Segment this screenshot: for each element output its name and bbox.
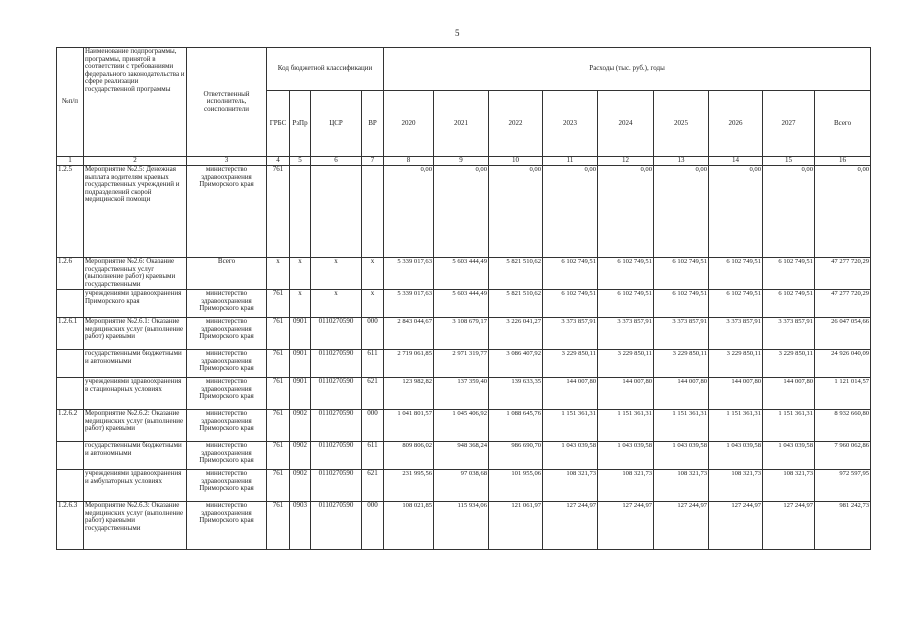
row-csr: x xyxy=(311,290,362,318)
row-value: 3 226 041,27 xyxy=(489,318,543,350)
row-value: 1 043 039,58 xyxy=(654,442,709,470)
row-value: 47 277 720,29 xyxy=(815,290,871,318)
row-value: 108 321,73 xyxy=(654,470,709,502)
row-rzpr: 0903 xyxy=(290,502,311,550)
header-year: 2020 xyxy=(384,91,434,157)
row-value: 8 932 660,80 xyxy=(815,410,871,442)
table-body xyxy=(57,166,871,550)
row-value: 1 043 039,58 xyxy=(763,442,815,470)
row-value: 1 151 361,31 xyxy=(598,410,654,442)
row-rzpr: x xyxy=(290,258,311,290)
row-value: 127 244,97 xyxy=(654,502,709,550)
row-name: Мероприятие №2.6.1: Оказание медицинских услуг (выполнение работ) краевыми xyxy=(84,318,187,350)
header-year: Всего xyxy=(815,91,871,157)
row-number xyxy=(57,290,84,318)
row-value: 1 151 361,31 xyxy=(543,410,598,442)
row-value: 231 995,56 xyxy=(384,470,434,502)
column-number: 3 xyxy=(187,157,267,166)
table-row xyxy=(57,166,871,258)
table-row xyxy=(57,470,871,502)
column-number: 13 xyxy=(654,157,709,166)
row-csr: 0110270590 xyxy=(311,410,362,442)
row-vr: 621 xyxy=(362,470,384,502)
column-number: 15 xyxy=(763,157,815,166)
table-row xyxy=(57,502,871,550)
header-budget-col: РзПр xyxy=(290,91,311,157)
column-number: 8 xyxy=(384,157,434,166)
row-number xyxy=(57,442,84,470)
row-value: 0,00 xyxy=(543,166,598,258)
budget-table xyxy=(56,47,871,550)
row-value: 1 045 406,92 xyxy=(434,410,489,442)
row-value: 123 982,82 xyxy=(384,378,434,410)
header-budget-col: ГРБС xyxy=(267,91,290,157)
row-name: Мероприятие №2.6: Оказание государственных услуг (выполнение работ) краевыми государственными xyxy=(84,258,187,290)
column-number: 10 xyxy=(489,157,543,166)
row-rzpr: 0901 xyxy=(290,378,311,410)
row-vr: x xyxy=(362,290,384,318)
column-number: 5 xyxy=(290,157,311,166)
row-vr: 611 xyxy=(362,442,384,470)
row-grbs: 761 xyxy=(267,350,290,378)
row-value: 0,00 xyxy=(489,166,543,258)
row-number xyxy=(57,470,84,502)
row-value: 1 121 014,57 xyxy=(815,378,871,410)
row-value: 5 339 017,63 xyxy=(384,258,434,290)
row-value: 6 102 749,51 xyxy=(709,290,763,318)
row-value: 3 086 407,92 xyxy=(489,350,543,378)
row-value: 97 038,68 xyxy=(434,470,489,502)
row-value: 0,00 xyxy=(654,166,709,258)
row-grbs: 761 xyxy=(267,318,290,350)
row-grbs: 761 xyxy=(267,442,290,470)
row-responsible: министерство здравоохранения Приморского края xyxy=(187,290,267,318)
row-value: 948 368,24 xyxy=(434,442,489,470)
row-value: 108 021,85 xyxy=(384,502,434,550)
header-name: Наименование подпрограммы, программы, принятой в соответствии с требованиями федерального законодательства и сфере реализации государственной программы xyxy=(84,48,187,157)
row-value: 3 373 857,91 xyxy=(654,318,709,350)
row-vr: x xyxy=(362,258,384,290)
row-value: 1 043 039,58 xyxy=(543,442,598,470)
row-value: 108 321,73 xyxy=(709,470,763,502)
row-grbs: 761 xyxy=(267,166,290,258)
row-value: 1 041 801,57 xyxy=(384,410,434,442)
row-value: 26 047 054,66 xyxy=(815,318,871,350)
row-csr: 0110270590 xyxy=(311,442,362,470)
row-rzpr: 0901 xyxy=(290,318,311,350)
row-value: 7 960 062,86 xyxy=(815,442,871,470)
table-row xyxy=(57,378,871,410)
row-rzpr: 0902 xyxy=(290,470,311,502)
header-year: 2027 xyxy=(763,91,815,157)
row-csr: 0110270590 xyxy=(311,318,362,350)
table-row xyxy=(57,410,871,442)
header-year: 2023 xyxy=(543,91,598,157)
column-number: 11 xyxy=(543,157,598,166)
table-row xyxy=(57,318,871,350)
row-vr: 000 xyxy=(362,410,384,442)
row-responsible: министерство здравоохранения Приморского края xyxy=(187,378,267,410)
row-vr xyxy=(362,166,384,258)
row-name: государственными бюджетными и автономными xyxy=(84,442,187,470)
row-value: 809 806,02 xyxy=(384,442,434,470)
row-name: учреждениями здравоохранения Приморского края xyxy=(84,290,187,318)
row-value: 3 229 850,11 xyxy=(763,350,815,378)
row-value: 3 229 850,11 xyxy=(654,350,709,378)
header-year: 2025 xyxy=(654,91,709,157)
row-csr: 0110270590 xyxy=(311,502,362,550)
row-grbs: 761 xyxy=(267,502,290,550)
row-value: 3 108 679,17 xyxy=(434,318,489,350)
row-rzpr: 0902 xyxy=(290,410,311,442)
row-csr: 0110270590 xyxy=(311,378,362,410)
row-value: 5 603 444,49 xyxy=(434,290,489,318)
row-value: 127 244,97 xyxy=(543,502,598,550)
row-value: 0,00 xyxy=(434,166,489,258)
table-row xyxy=(57,442,871,470)
row-rzpr: 0902 xyxy=(290,442,311,470)
row-value: 5 821 510,62 xyxy=(489,258,543,290)
row-value: 3 229 850,11 xyxy=(543,350,598,378)
column-number: 9 xyxy=(434,157,489,166)
row-value: 6 102 749,51 xyxy=(763,258,815,290)
row-value: 6 102 749,51 xyxy=(598,290,654,318)
row-name: учреждениями здравоохранения в стационарных условиях xyxy=(84,378,187,410)
row-responsible: министерство здравоохранения Приморского края xyxy=(187,318,267,350)
column-numbers-row xyxy=(57,157,871,166)
row-value: 2 971 319,77 xyxy=(434,350,489,378)
row-vr: 000 xyxy=(362,318,384,350)
row-responsible: министерство здравоохранения Приморского края xyxy=(187,470,267,502)
row-value: 0,00 xyxy=(384,166,434,258)
row-value: 1 151 361,31 xyxy=(654,410,709,442)
row-value: 2 843 044,67 xyxy=(384,318,434,350)
row-value: 144 007,80 xyxy=(709,378,763,410)
row-value: 47 277 720,29 xyxy=(815,258,871,290)
row-number: 1.2.6.3 xyxy=(57,502,84,550)
row-value: 144 007,80 xyxy=(654,378,709,410)
row-csr: x xyxy=(311,258,362,290)
row-value: 3 229 850,11 xyxy=(709,350,763,378)
header-no: №п/п xyxy=(57,48,84,157)
row-value: 24 926 040,09 xyxy=(815,350,871,378)
row-value: 3 229 850,11 xyxy=(598,350,654,378)
row-csr: 0110270590 xyxy=(311,350,362,378)
row-value: 1 043 039,58 xyxy=(709,442,763,470)
row-value: 6 102 749,51 xyxy=(543,290,598,318)
row-value: 1 151 361,31 xyxy=(763,410,815,442)
row-name: государственными бюджетными и автономными xyxy=(84,350,187,378)
header-expenses: Расходы (тыс. руб.), годы xyxy=(384,48,871,91)
column-number: 7 xyxy=(362,157,384,166)
row-value: 3 373 857,91 xyxy=(598,318,654,350)
row-value: 1 043 039,58 xyxy=(598,442,654,470)
row-value: 1 151 361,31 xyxy=(709,410,763,442)
row-rzpr xyxy=(290,166,311,258)
row-responsible: министерство здравоохранения Приморского края xyxy=(187,350,267,378)
row-value: 101 955,06 xyxy=(489,470,543,502)
header-year: 2026 xyxy=(709,91,763,157)
row-value: 3 373 857,91 xyxy=(763,318,815,350)
row-csr xyxy=(311,166,362,258)
page-number: 5 xyxy=(455,28,460,38)
header-budget-col: ВР xyxy=(362,91,384,157)
header-responsible: Ответственный исполнитель, соисполнители xyxy=(187,48,267,157)
header-year: 2022 xyxy=(489,91,543,157)
row-value: 108 321,73 xyxy=(543,470,598,502)
row-number: 1.2.6.2 xyxy=(57,410,84,442)
row-number xyxy=(57,378,84,410)
row-value: 5 603 444,49 xyxy=(434,258,489,290)
row-value: 127 244,97 xyxy=(709,502,763,550)
row-value: 3 373 857,91 xyxy=(543,318,598,350)
row-number xyxy=(57,350,84,378)
row-value: 5 821 510,62 xyxy=(489,290,543,318)
row-vr: 000 xyxy=(362,502,384,550)
row-number: 1.2.6 xyxy=(57,258,84,290)
row-value: 3 373 857,91 xyxy=(709,318,763,350)
column-number: 12 xyxy=(598,157,654,166)
row-responsible: министерство здравоохранения Приморского края xyxy=(187,502,267,550)
row-value: 144 007,80 xyxy=(543,378,598,410)
row-responsible: министерство здравоохранения Приморского края xyxy=(187,442,267,470)
row-value: 115 934,06 xyxy=(434,502,489,550)
row-value: 108 321,73 xyxy=(763,470,815,502)
row-value: 972 597,95 xyxy=(815,470,871,502)
row-value: 144 007,80 xyxy=(598,378,654,410)
row-value: 6 102 749,51 xyxy=(654,258,709,290)
header-year: 2024 xyxy=(598,91,654,157)
row-grbs: 761 xyxy=(267,378,290,410)
header-budget-classification: Код бюджетной классификации xyxy=(267,48,384,91)
header-year: 2021 xyxy=(434,91,489,157)
row-csr: 0110270590 xyxy=(311,470,362,502)
row-value: 108 321,73 xyxy=(598,470,654,502)
row-name: учреждениями здравоохранения и амбулаторных условиях xyxy=(84,470,187,502)
row-value: 981 242,73 xyxy=(815,502,871,550)
column-number: 1 xyxy=(57,157,84,166)
row-value: 1 088 645,76 xyxy=(489,410,543,442)
row-number: 1.2.6.1 xyxy=(57,318,84,350)
row-number: 1.2.5 xyxy=(57,166,84,258)
row-rzpr: 0901 xyxy=(290,350,311,378)
row-value: 6 102 749,51 xyxy=(543,258,598,290)
row-value: 139 633,35 xyxy=(489,378,543,410)
row-grbs: 761 xyxy=(267,470,290,502)
row-value: 6 102 749,51 xyxy=(598,258,654,290)
table-row xyxy=(57,258,871,290)
row-responsible: министерство здравоохранения Приморского края xyxy=(187,166,267,258)
row-value: 2 719 061,85 xyxy=(384,350,434,378)
table-row xyxy=(57,350,871,378)
column-number: 14 xyxy=(709,157,763,166)
column-number: 4 xyxy=(267,157,290,166)
column-number: 16 xyxy=(815,157,871,166)
row-value: 137 359,40 xyxy=(434,378,489,410)
row-name: Мероприятие №2.6.3: Оказание медицинских услуг (выполнение работ) краевыми государственными xyxy=(84,502,187,550)
row-value: 127 244,97 xyxy=(598,502,654,550)
row-rzpr: x xyxy=(290,290,311,318)
row-name: Мероприятие №2.5: Денежная выплата водителям краевых государственных учреждений и подразделений скорой медицинской помощи xyxy=(84,166,187,258)
row-responsible: Всего xyxy=(187,258,267,290)
header-budget-col: ЦСР xyxy=(311,91,362,157)
row-value: 121 061,97 xyxy=(489,502,543,550)
row-name: Мероприятие №2.6.2: Оказание медицинских услуг (выполнение работ) краевыми xyxy=(84,410,187,442)
row-value: 127 244,97 xyxy=(763,502,815,550)
row-value: 5 339 017,63 xyxy=(384,290,434,318)
row-responsible: министерство здравоохранения Приморского края xyxy=(187,410,267,442)
row-value: 0,00 xyxy=(763,166,815,258)
row-grbs: x xyxy=(267,258,290,290)
table-row xyxy=(57,290,871,318)
row-value: 0,00 xyxy=(598,166,654,258)
row-value: 6 102 749,51 xyxy=(709,258,763,290)
row-value: 6 102 749,51 xyxy=(654,290,709,318)
row-value: 144 007,80 xyxy=(763,378,815,410)
row-vr: 611 xyxy=(362,350,384,378)
row-value: 6 102 749,51 xyxy=(763,290,815,318)
column-number: 2 xyxy=(84,157,187,166)
row-vr: 621 xyxy=(362,378,384,410)
row-grbs: 761 xyxy=(267,410,290,442)
row-grbs: 761 xyxy=(267,290,290,318)
row-value: 0,00 xyxy=(815,166,871,258)
row-value: 986 690,70 xyxy=(489,442,543,470)
column-number: 6 xyxy=(311,157,362,166)
row-value: 0,00 xyxy=(709,166,763,258)
